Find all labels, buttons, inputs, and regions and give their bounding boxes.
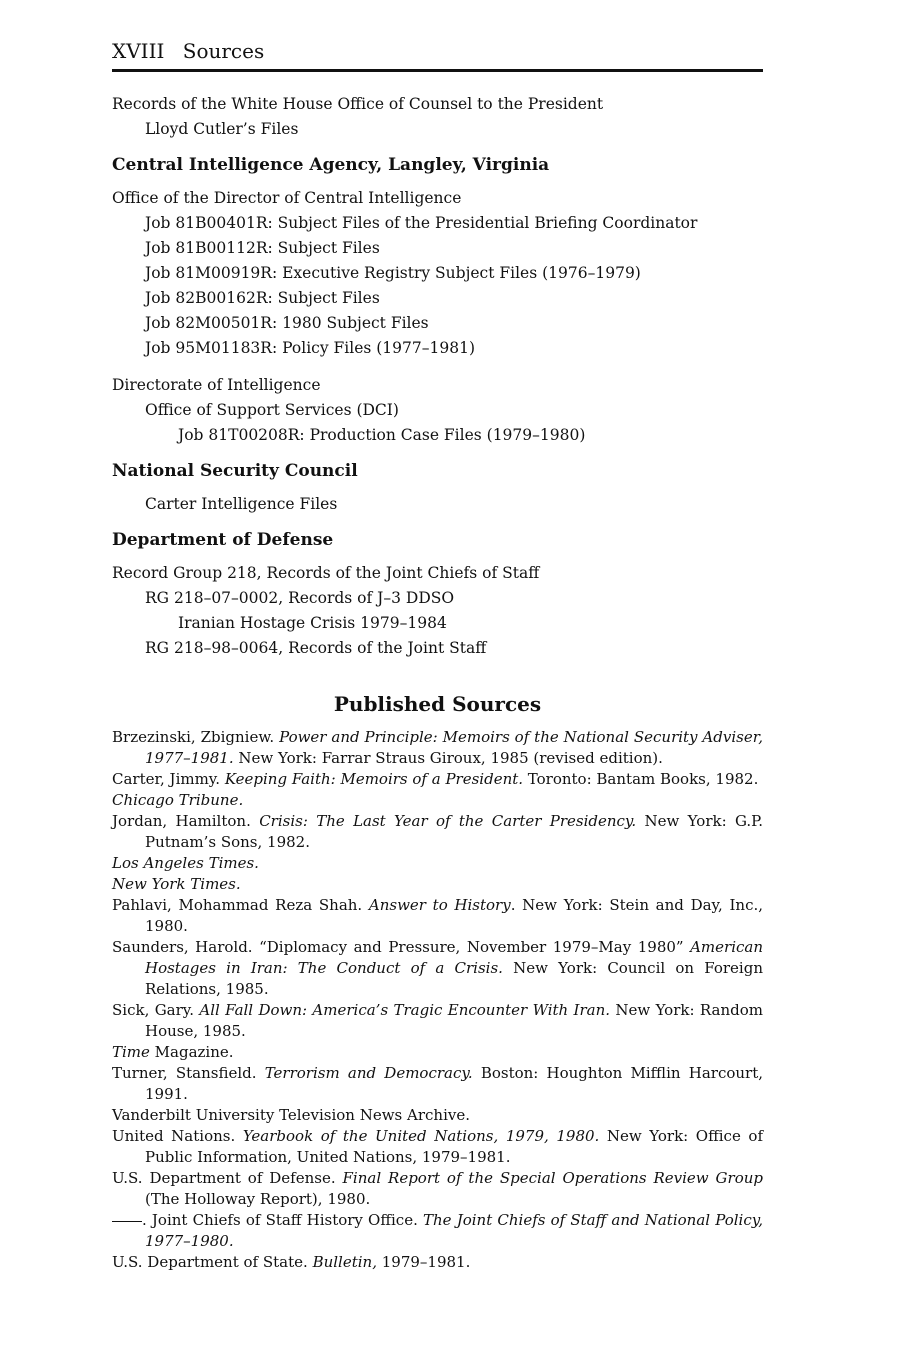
production-case-files: Job 81T00208R: Production Case Files (1979–1980) xyxy=(178,426,586,444)
rg-j3-ddso: RG 218–07–0002, Records of J–3 DDSO xyxy=(145,589,455,607)
hostage-crisis-files: Iranian Hostage Crisis 1979–1984 xyxy=(178,614,447,632)
cia-job: Job 81M00919R: Executive Registry Subject Files (1976–1979) xyxy=(145,264,641,282)
page xyxy=(112,36,763,1273)
bib-entry-brzezinski: Brzezinski, Zbigniew. Power and Principle: Memoirs of the National Security Adviser, 1977–1981. New York: Farrar Straus Giroux, 1985 (revised edition). xyxy=(112,728,764,767)
cia-job: Job 82B00162R: Subject Files xyxy=(145,289,380,307)
bib-entry-jordan: Jordan, Hamilton. Crisis: The Last Year of the Carter Presidency. New York: G.P. Putnam’s Sons, 1982. xyxy=(112,812,763,851)
bib-entry-vanderbilt: Vanderbilt University Television News Archive. xyxy=(112,1106,470,1124)
carter-intel-files: Carter Intelligence Files xyxy=(145,495,338,513)
bib-entry-la-times: Los Angeles Times. xyxy=(112,854,259,872)
cia-job: Job 95M01183R: Policy Files (1977–1981) xyxy=(145,339,475,357)
bib-entry-state: U.S. Department of State. Bulletin, 1979–1981. xyxy=(112,1253,471,1271)
rg-joint-staff: RG 218–98–0064, Records of the Joint Staff xyxy=(145,639,487,657)
bib-entry-turner: Turner, Stansfield. Terrorism and Democracy. Boston: Houghton Mifflin Harcourt, 1991. xyxy=(112,1064,764,1103)
cia-job: Job 81B00401R: Subject Files of the Presidential Briefing Coordinator xyxy=(145,214,698,232)
page-number: XVIII xyxy=(112,39,165,63)
bib-entry-saunders: Saunders, Harold. “Diplomacy and Pressure, November 1979–May 1980” American Hostages in Iran: The Conduct of a Crisis. New York: Council on Foreign Relations, 1985. xyxy=(112,938,763,998)
bib-entry-jcs: . Joint Chiefs of Staff History Office. The Joint Chiefs of Staff and National Policy, 1977–1980. xyxy=(112,1210,763,1252)
bib-entry-united-nations: United Nations. Yearbook of the United Nations, 1979, 1980. New York: Office of Public Information, United Nations, 1979–1981. xyxy=(112,1127,763,1166)
dci-office: Office of the Director of Central Intelligence xyxy=(112,189,462,207)
record-group-218: Record Group 218, Records of the Joint Chiefs of Staff xyxy=(112,564,540,582)
cutler-files: Lloyd Cutler’s Files xyxy=(145,120,299,138)
published-sources-title: Published Sources xyxy=(333,692,542,716)
bib-entry-time: Time Magazine. xyxy=(112,1043,234,1061)
support-services: Office of Support Services (DCI) xyxy=(145,401,399,419)
whitehouse-records: Records of the White House Office of Counsel to the President xyxy=(112,95,604,113)
cia-heading: Central Intelligence Agency, Langley, Virginia xyxy=(112,155,550,175)
bib-entry-ny-times: New York Times. xyxy=(112,875,241,893)
running-head-title: Sources xyxy=(182,39,265,63)
directorate-intelligence: Directorate of Intelligence xyxy=(112,376,321,394)
bib-entry-pahlavi: Pahlavi, Mohammad Reza Shah. Answer to History. New York: Stein and Day, Inc., 1980. xyxy=(112,896,764,935)
ditto-rule xyxy=(112,1221,142,1222)
nsc-heading: National Security Council xyxy=(112,461,358,481)
bib-entry-defense: U.S. Department of Defense. Final Report of the Special Operations Review Group (The Holloway Report), 1980. xyxy=(112,1169,763,1208)
running-head xyxy=(112,36,763,72)
bib-entry-carter: Carter, Jimmy. Keeping Faith: Memoirs of a President. Toronto: Bantam Books, 1982. xyxy=(112,770,759,788)
bib-entry-chicago-tribune: Chicago Tribune. xyxy=(112,791,244,809)
dod-heading: Department of Defense xyxy=(112,530,334,550)
cia-job: Job 82M00501R: 1980 Subject Files xyxy=(145,314,429,332)
bib-entry-sick: Sick, Gary. All Fall Down: America’s Tragic Encounter With Iran. New York: Random House, 1985. xyxy=(112,1001,763,1040)
cia-job: Job 81B00112R: Subject Files xyxy=(145,239,380,257)
